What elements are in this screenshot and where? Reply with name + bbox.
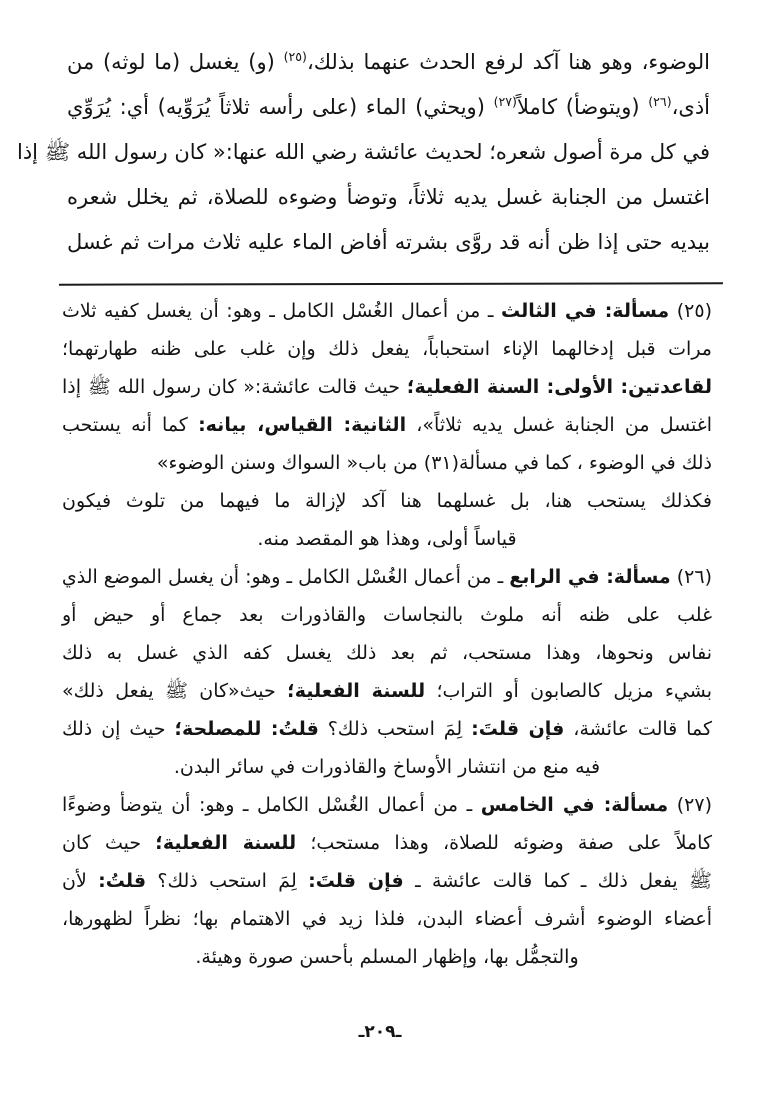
main-text-line: [67, 175, 710, 220]
text-segment: لِمَ استحب ذلك؟: [318, 718, 472, 740]
text-segment: مرات قبل إدخالهما الإناء استحباباً، يفعل ذلك وإن غلب على ظنه طهارتهما؛: [62, 338, 712, 360]
footnote-marker-superscript: (٢٧): [493, 94, 517, 109]
text-segment: كاملاً على صفة وضوئه للصلاة، وهذا مستحب؛: [296, 832, 712, 854]
footnote-line: [62, 368, 712, 406]
text-segment: ﷺ يفعل ذلك ـ كما قالت عائشة ـ: [403, 870, 712, 892]
text-segment: ـ من أعمال الغُسْل الكامل ـ وهو: أن يغسل الموضع الذي: [61, 566, 510, 588]
text-segment: نفاس ونحوها، وهذا مستحب، ثم بعد ذلك يغسل كفه الذي غسل به ذلك: [62, 642, 712, 664]
footnote-line: [62, 672, 712, 710]
footnote-line: [62, 330, 712, 368]
text-segment: اغتسل من الجنابة غسل يديه ثلاثاً، وتوضأ وضوءه للصلاة، ثم يخلل شعره: [67, 185, 710, 209]
footnotes-block: [62, 292, 712, 976]
footnote-line: [62, 520, 712, 558]
footnote-line: [62, 482, 712, 520]
text-segment: مسألة: في الثالث: [501, 300, 670, 322]
text-segment: الثانية: القياس، بيانه:: [198, 414, 407, 436]
text-segment: (٢٧): [668, 794, 712, 816]
page-number: ـ٢٠٩ـ: [358, 1022, 402, 1042]
text-segment: بشيء مزيل كالصابون أو التراب؛: [425, 680, 713, 702]
text-segment: فكذلك يستحب هنا، بل غسلهما هنا آكد لإزالة ما فيهما من تلوث فيكون: [62, 490, 712, 512]
text-segment: مسألة: في الخامس: [480, 794, 669, 816]
text-segment: حيث إن ذلك: [62, 718, 175, 740]
text-segment: لأن: [62, 870, 99, 892]
text-segment: فإن قلتَ:: [308, 870, 404, 892]
footnote-line: [62, 406, 712, 444]
text-segment: حيث«كان ﷺ يفعل ذلك»: [62, 680, 288, 702]
footnote-line: [62, 596, 712, 634]
text-segment: فيه منع من انتشار الأوساخ والقاذورات في سائر البدن.: [173, 756, 601, 778]
footnote-line: [62, 938, 712, 976]
text-segment: (ويحثي) الماء (على رأسه ثلاثاً يُرَوِّيه) أي: يُرَوِّي: [67, 95, 494, 119]
footnote-line: [62, 444, 712, 482]
main-text-block: [17, 40, 711, 265]
text-segment: للسنة الفعلية؛: [287, 680, 426, 702]
text-segment: والتجمُّل بها، وإظهار المسلم بأحسن صورة وهيئة.: [195, 946, 579, 968]
text-segment: اغتسل من الجنابة غسل يديه ثلاثاً»،: [406, 414, 712, 436]
footnote-marker-superscript: (٢٦): [648, 94, 672, 109]
text-segment: قياساً أولى، وهذا هو المقصد منه.: [257, 528, 517, 550]
footnote-line: [62, 292, 712, 330]
footnote-line: [62, 748, 712, 786]
text-segment: غلب على ظنه أنه ملوث بالنجاسات والقاذورات بعد جماع أو حيض أو: [62, 604, 712, 626]
text-segment: ـ من أعمال الغُسْل الكامل ـ وهو: أن يتوضأ وضوءًا: [62, 794, 481, 816]
main-text-line: [17, 130, 710, 175]
text-segment: (٢٥): [669, 300, 713, 322]
text-segment: (ويتوضأ) كاملاً: [516, 95, 649, 119]
text-segment: ـ من أعمال الغُسْل الكامل ـ وهو: أن يغسل كفيه ثلاث: [62, 300, 502, 322]
text-segment: قلتُ: للمصلحة؛: [174, 718, 319, 740]
footnote-marker-superscript: (٢٥): [283, 49, 307, 64]
main-text-line: [67, 220, 710, 265]
text-segment: في كل مرة أصول شعره؛ لحديث عائشة رضي الله عنها:« كان رسول الله ﷺ إذا: [17, 140, 710, 164]
main-text-line: [67, 85, 710, 130]
footnote-line: [62, 558, 712, 596]
text-segment: مسألة: في الرابع: [509, 566, 671, 588]
text-segment: الوضوء، وهو هنا آكد لرفع الحدث عنهما بذلك،: [306, 50, 711, 74]
text-segment: حيث قالت عائشة:« كان رسول الله ﷺ إذا: [62, 376, 407, 398]
footnote-line: [62, 862, 712, 900]
text-segment: أذى،: [671, 95, 711, 119]
footnote-line: [62, 824, 712, 862]
text-segment: فإن قلتَ:: [471, 718, 565, 740]
footnote-line: [62, 786, 712, 824]
text-segment: كما قالت عائشة،: [564, 718, 712, 740]
text-segment: قلتُ:: [98, 870, 147, 892]
footnote-line: [62, 634, 712, 672]
text-segment: كما أنه يستحب: [62, 414, 199, 436]
text-segment: للسنة الفعلية؛: [155, 832, 297, 854]
footnote-line: [62, 710, 712, 748]
text-segment: ذلك في الوضوء ، كما في مسألة(٣١) من باب« السواك وسنن الوضوء»: [156, 452, 712, 474]
text-segment: حيث كان: [62, 832, 156, 854]
main-text-line: [67, 40, 710, 85]
text-segment: بيديه حتى إذا ظن أنه قد روَّى بشرته أفاض الماء عليه ثلاث مرات ثم غسل: [67, 230, 710, 254]
text-segment: (٢٦): [670, 566, 712, 588]
footnote-separator-rule: [59, 282, 723, 285]
text-segment: (و) يغسل (ما لوثه) من: [67, 50, 284, 74]
footnote-line: [62, 900, 712, 938]
text-segment: أعضاء الوضوء أشرف أعضاء البدن، فلذا زيد في الاهتمام بها؛ نظراً لظهورها،: [62, 908, 712, 930]
text-segment: لِمَ استحب ذلك؟: [146, 870, 309, 892]
text-segment: لقاعدتين: الأولى: السنة الفعلية؛: [406, 376, 712, 398]
